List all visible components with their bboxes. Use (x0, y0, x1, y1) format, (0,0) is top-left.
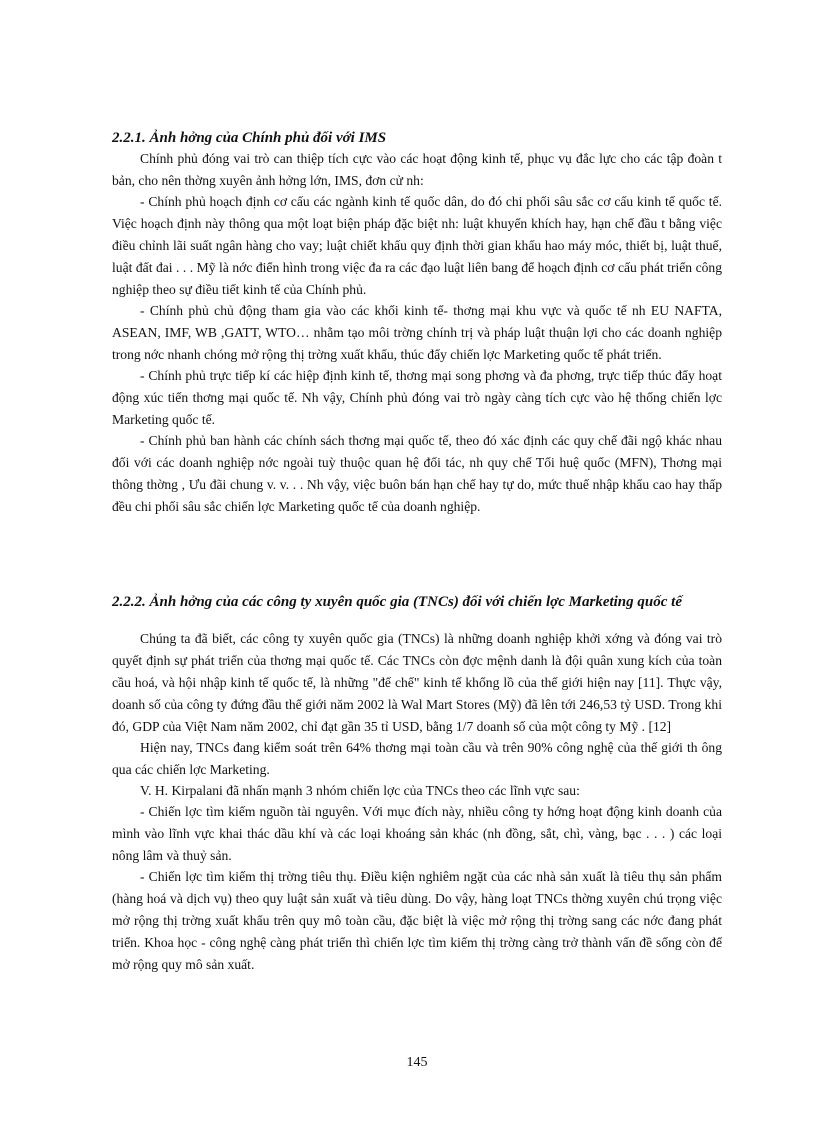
section-heading-2-2-1: 2.2.1. Ảnh hởng của Chính phủ đối với IMS (112, 130, 387, 146)
paragraph: Chúng ta đã biết, các công ty xuyên quốc gia (TNCs) là những doanh nghiệp khởi xớng và đóng vai trò quyết định sự phát triển của thơng mại quốc tế. Các TNCs còn đợc mệnh danh là đội quân xung kích của toàn cầu hoá, và hội nhập kinh tế quốc tế, là những "đế chế" kinh tế khổng lồ của thế giới hiện nay [11]. Thực vậy, doanh số của công ty đứng đầu thế giới năm 2002 là Wal Mart Stores (Mỹ) đã lên tới 246,53 tỷ USD. Trong khi đó, GDP của Việt Nam năm 2002, chỉ đạt gần 35 tỉ USD, bằng 1/7 doanh số của một công ty Mỹ . [12] (112, 631, 722, 734)
section-body-2-2-2 (112, 628, 722, 975)
paragraph: Hiện nay, TNCs đang kiểm soát trên 64% thơng mại toàn cầu và trên 90% công nghệ của thế giới th ông qua các chiến lợc Marketing. (112, 740, 722, 777)
section-body-2-2-1 (112, 148, 722, 517)
paragraph: - Chiến lợc tìm kiếm thị trờng tiêu thụ. Điều kiện nghiêm ngặt của các nhà sản xuất là tiêu thụ sản phẩm (hàng hoá và dịch vụ) theo quy luật sản xuất và tiêu dùng. Do vậy, hàng loạt TNCs thờng xuyên chú trọng việc mở rộng thị trờng xuất khẩu trên quy mô toàn cầu, đặc biệt là việc mở rộng thị trờng sang các nớc đang phát triển. Khoa học - công nghệ càng phát triển thì chiến lợc tìm kiếm thị trờng càng trở thành vấn đề sống còn để mở rộng quy mô sản xuất. (112, 869, 722, 972)
page-number: 145 (406, 1055, 428, 1070)
section-heading-2-2-2: 2.2.2. Ảnh hởng của các công ty xuyên quốc gia (TNCs) đối với chiến lợc Marketing quốc tế (112, 594, 682, 610)
paragraph: Chính phủ đóng vai trò can thiệp tích cực vào các hoạt động kinh tế, phục vụ đắc lực cho các tập đoàn t bản, cho nên thờng xuyên ảnh hởng lớn, IMS, đơn cử nh: (112, 151, 722, 188)
paragraph: - Chính phủ trực tiếp kí các hiệp định kinh tế, thơng mại song phơng và đa phơng, trực tiếp thúc đẩy hoạt động xúc tiến thơng mại quốc tế. Nh vậy, Chính phủ đóng vai trò ngày càng tích cực vào hệ thống chiến lợc Marketing quốc tế. (112, 368, 722, 427)
paragraph: - Chiến lợc tìm kiếm nguồn tài nguyên. Với mục đích này, nhiều công ty hớng hoạt động kinh doanh của mình vào lĩnh vực khai thác dầu khí và các loại khoáng sản khác (nh đồng, sắt, chì, vàng, bạc . . . ) các loại nông lâm và thuỷ sản. (112, 804, 722, 863)
paragraph: - Chính phủ ban hành các chính sách thơng mại quốc tế, theo đó xác định các quy chế đãi ngộ khác nhau đối với các doanh nghiệp nớc ngoài tuỳ thuộc quan hệ đối tác, nh quy chế Tối huệ quốc (MFN), Thơng mại thông thờng , Ưu đãi chung v. v. . . Nh vậy, việc buôn bán hạn chế hay tự do, mức thuế nhập khẩu cao hay thấp đều chi phối sâu sắc chiến lợc Marketing quốc tế của doanh nghiệp. (112, 433, 722, 514)
paragraph: - Chính phủ hoạch định cơ cấu các ngành kinh tế quốc dân, do đó chi phối sâu sắc cơ cấu kinh tế quốc tế. Việc hoạch định này thông qua một loạt biện pháp đặc biệt nh: luật khuyến khích hay, hạn chế đầu t bằng việc điều chỉnh lãi suất ngân hàng cho vay; luật chiết khấu quy định thời gian khấu hao máy móc, thiết bị, luật thuế, luật đất đai . . . Mỹ là nớc điển hình trong việc đa ra các đạo luật liên bang để hoạch định cơ cấu phát triển công nghiệp theo sự điều tiết kinh tế của Chính phủ. (112, 194, 722, 297)
paragraph: V. H. Kirpalani đã nhấn mạnh 3 nhóm chiến lợc của TNCs theo các lĩnh vực sau: (140, 783, 580, 798)
paragraph: - Chính phủ chủ động tham gia vào các khối kinh tế- thơng mại khu vực và quốc tế nh EU NAFTA, ASEAN, IMF, WB ,GATT, WTO… nhằm tạo môi trờng chính trị và pháp luật thuận lợi cho các doanh nghiệp trong nớc nhanh chóng mở rộng thị trờng xuất khẩu, thúc đẩy chiến lợc Marketing quốc tế phát triển. (112, 303, 722, 362)
